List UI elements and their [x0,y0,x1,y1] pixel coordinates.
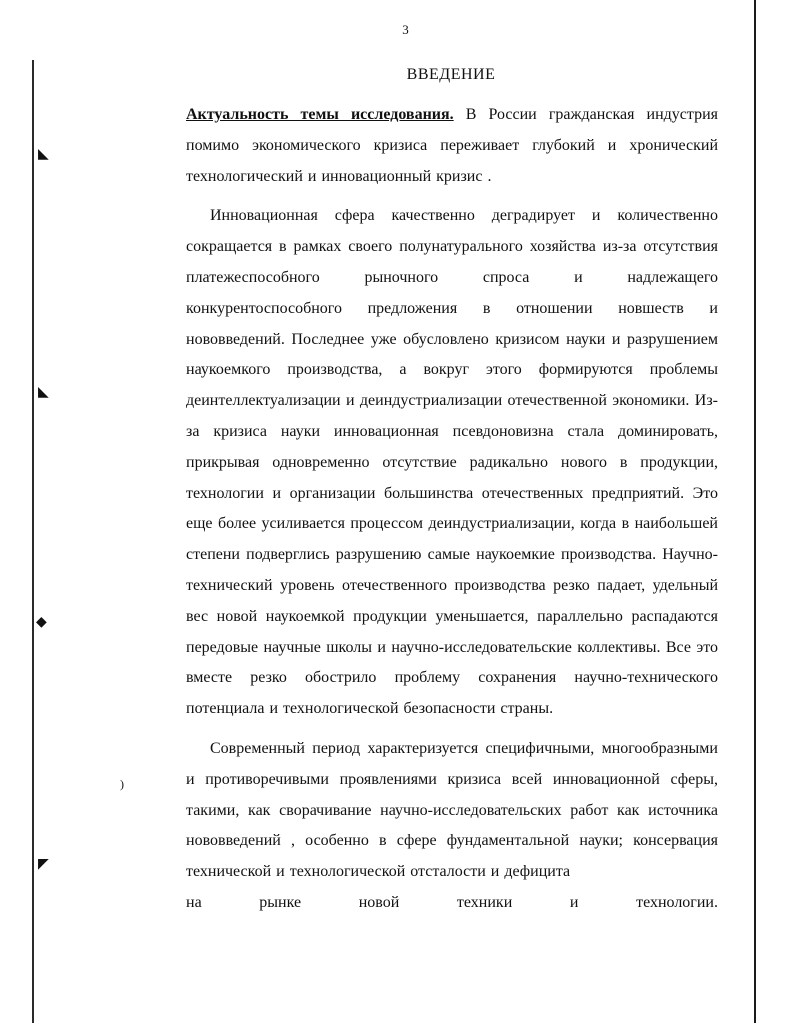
last-line-word: техники [456,893,513,911]
paragraph-1 [186,100,718,192]
paragraph-2: Инновационная сфера качественно деградирует и количественно сокращается в рамках своего полунатурального хозяйства из-за отсутствия платежеспособного рыночного спроса и надлежащего конкурентоспособного предложения в отношении новшеств и нововведений. Последнее уже обусловлено кризисом науки и разрушением наукоемкого производства, а вокруг этого формируются проблемы деинтеллектуализации и деиндустриализации отечественной экономики. Из-за кризиса науки инновационная псевдоновизна стала доминировать, прикрывая одновременно отсутствие радикально нового в продукции, технологии и организации большинства отечественных предприятий. Это еще более усиливается процессом деиндустриализации, когда в наибольшей степени подверглись разрушению самые наукоемкие производства. Научно-технический уровень отечественного производства резко падает, удельный вес новой наукоемкой продукции уменьшается, параллельно распадаются передовые научные школы и научно-исследовательские коллективы. Все это вместе резко обострило проблему сохранения научно-технического потенциала и технологической безопасности страны. [186,207,718,718]
last-line-word: новой [358,893,400,911]
scan-speck: ◣ [38,385,49,400]
scan-speck: ◆ [36,615,47,630]
paragraph-lead: Актуальность темы исследования. [186,106,454,123]
last-line-word: и [569,893,579,911]
scan-speck: ◣ [38,147,49,162]
paragraph-3: Современный период характеризуется специфичными, многообразными и противоречивыми проявлениями кризиса всей инновационной сферы, такими, как сворачивание научно-исследовательских работ как источника нововведений , особенно в сфере фундаментальной науки; консервация технической и технологической отсталости и дефицита [186,739,718,881]
paragraph-3-last-line [186,888,718,919]
paragraph-1-text: В России гражданская индустрия помимо экономического кризиса переживает глубокий и хронический технологический и инновационный кризис . [186,106,718,185]
last-line-word: на [186,893,202,911]
last-line-word: технологии. [636,893,718,911]
last-line-word: рынке [259,893,302,911]
section-heading: ВВЕДЕНИЕ [406,66,496,83]
scan-edge-right [754,0,756,1023]
scan-speck: ) [120,777,124,791]
scan-speck: ◤ [38,857,49,872]
page-number: 3 [402,22,409,37]
body-text [186,100,718,919]
scan-edge-left [32,60,34,1023]
